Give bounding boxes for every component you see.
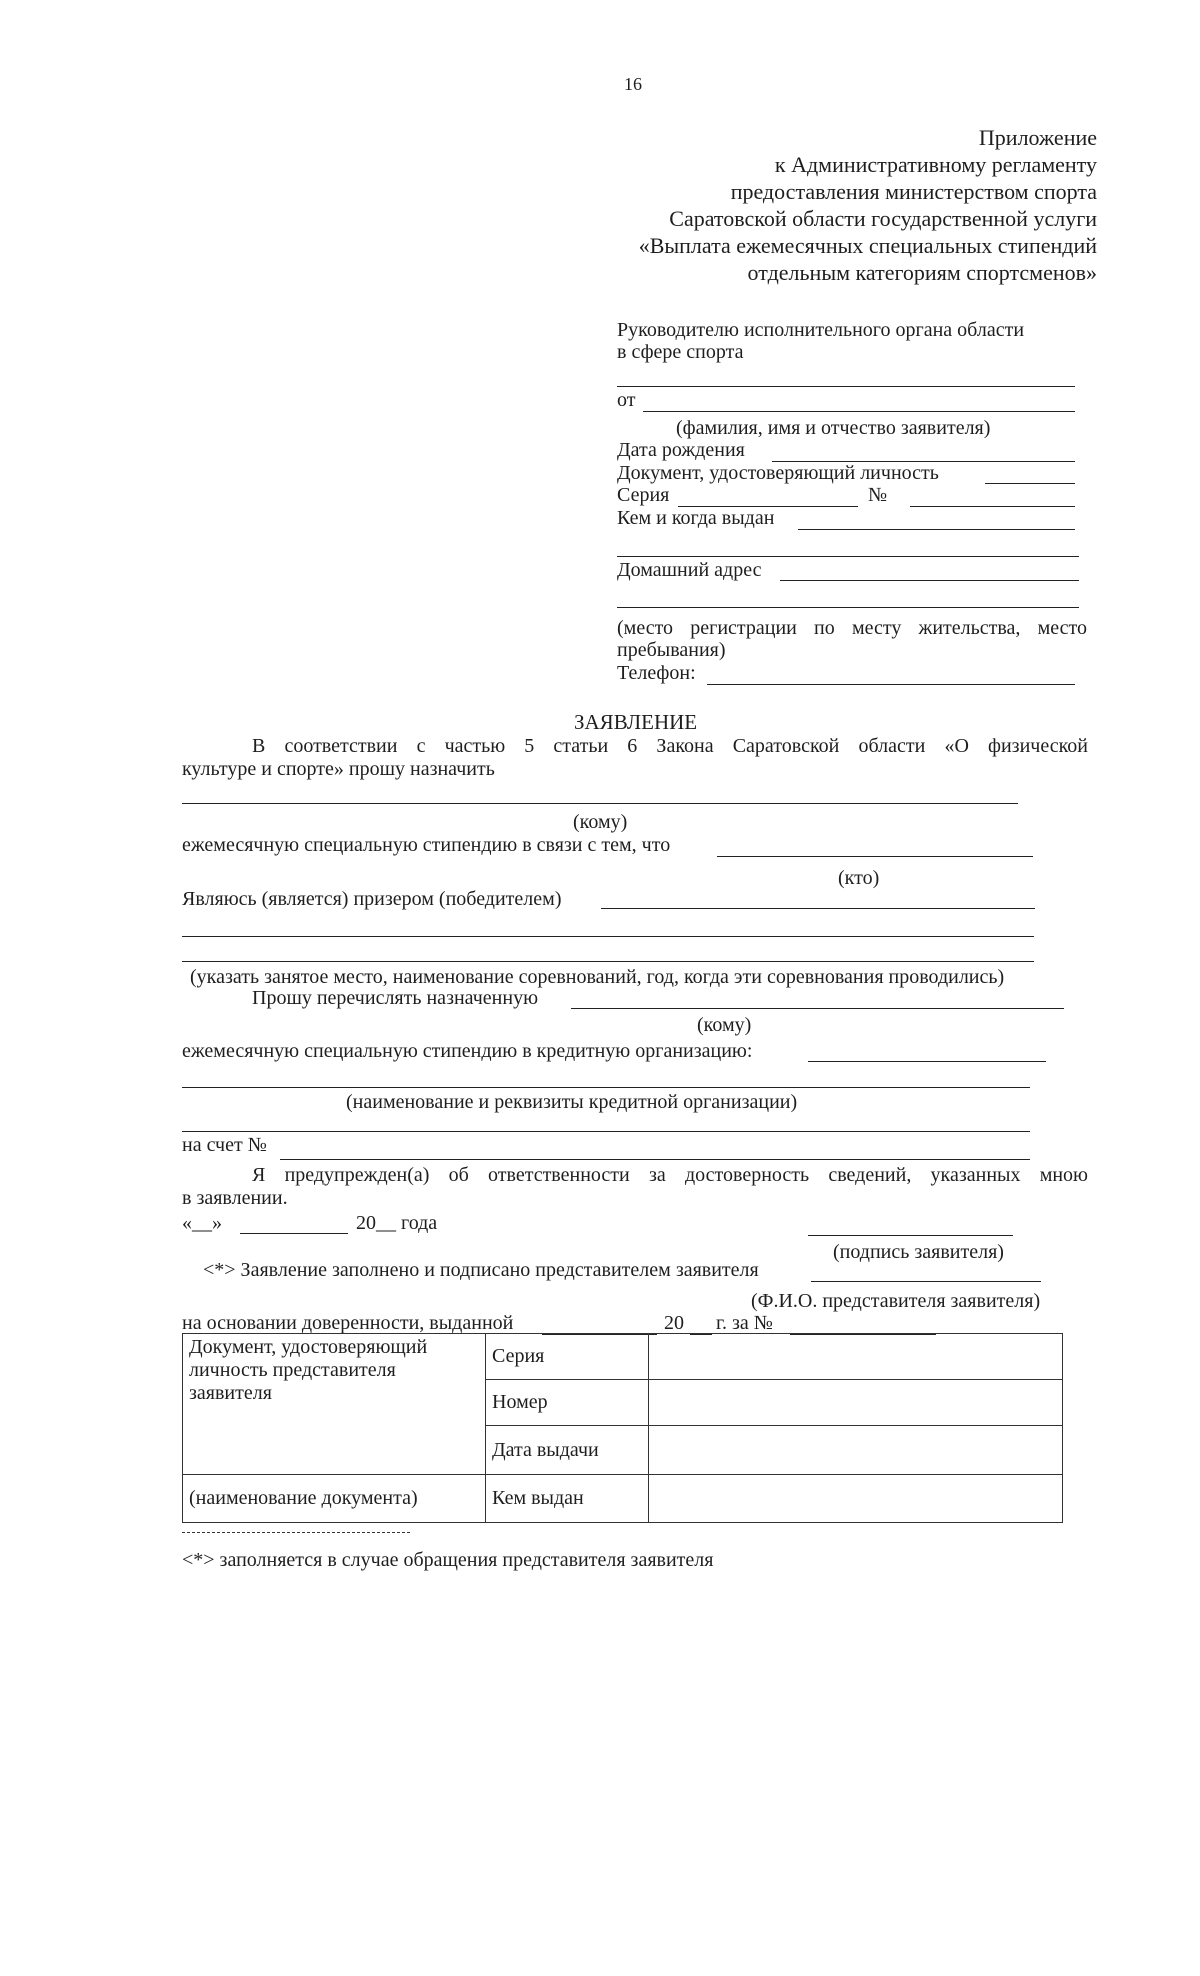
series-cell — [486, 1334, 649, 1380]
header-line: Саратовской области государственной услуги — [669, 206, 1097, 231]
header-line: к Административному регламенту — [774, 152, 1097, 177]
series-label: Серия — [617, 484, 670, 506]
series-value-cell[interactable] — [649, 1334, 1063, 1380]
addressee-line-1: Руководителю исполнительного органа области — [617, 319, 1025, 341]
address-hint-1: (место регистрации по месту жительства, место — [617, 617, 1087, 639]
credit-org-line-2[interactable] — [182, 1087, 1030, 1088]
poa-year: 20 — [664, 1312, 684, 1334]
date-year: 20__ года — [356, 1212, 438, 1234]
statement-para1-line1: В соответствии с частью 5 статьи 6 Закона Саратовской области «О физической — [252, 735, 1088, 757]
doc-label: Документ, удостоверяющий личность представителя заявителя — [189, 1336, 428, 1404]
stipend-reason-line[interactable] — [717, 856, 1033, 857]
header-line: предоставления министерством спорта — [730, 179, 1097, 204]
competition-hint: (указать занятое место, наименование соревнований, год, когда эти соревнования проводились) — [190, 966, 1005, 988]
account-label: на счет № — [182, 1134, 267, 1156]
home-address-line-2[interactable] — [617, 607, 1079, 608]
address-hint-2: пребывания) — [617, 639, 726, 661]
header-line: Приложение — [978, 125, 1097, 150]
home-address-line[interactable] — [780, 580, 1079, 581]
credit-org-line[interactable] — [808, 1061, 1046, 1062]
stipend-reason-label: ежемесячную специальную стипендию в связи с тем, что — [182, 834, 671, 856]
winner-line-2[interactable] — [182, 936, 1034, 937]
id-document-label: Документ, удостоверяющий личность — [617, 462, 939, 484]
applicant-name-line[interactable] — [643, 411, 1075, 412]
issue-date-cell — [486, 1426, 649, 1474]
issue-date-value-cell[interactable] — [649, 1426, 1063, 1474]
representative-name-hint: (Ф.И.О. представителя заявителя) — [751, 1290, 1041, 1312]
transfer-label: Прошу перечислять назначенную — [252, 987, 539, 1009]
issued-by-line[interactable] — [798, 529, 1075, 530]
credit-org-label: ежемесячную специальную стипендию в кредитную организацию: — [182, 1040, 753, 1062]
winner-line[interactable] — [601, 908, 1035, 909]
header-line: отдельным категориям спортсменов» — [747, 260, 1097, 285]
number-value-cell[interactable] — [649, 1380, 1063, 1426]
header-line: «Выплата ежемесячных специальных стипендий — [638, 233, 1097, 258]
representative-name-line[interactable] — [811, 1281, 1041, 1282]
number-label: № — [868, 484, 888, 506]
page-number: 16 — [624, 74, 642, 94]
warning-line-2: в заявлении. — [182, 1187, 288, 1209]
date-day: «__» — [182, 1212, 222, 1234]
statement-para1-line2: культуре и спорте» прошу назначить — [182, 758, 495, 780]
date-month-line[interactable] — [240, 1233, 348, 1234]
addressee-line-2: в сфере спорта — [617, 341, 744, 363]
issue-date-row-label: Дата выдачи — [492, 1438, 599, 1461]
representative-document-table — [182, 1333, 1063, 1523]
whom-hint: (кому) — [573, 811, 628, 833]
doc-label-cell — [183, 1334, 486, 1475]
birth-date-label: Дата рождения — [617, 439, 745, 461]
who-hint: (кто) — [838, 867, 880, 889]
statement-title: ЗАЯВЛЕНИЕ — [574, 710, 698, 734]
representative-line: <*> Заявление заполнено и подписано представителем заявителя — [203, 1259, 759, 1281]
number-line[interactable] — [910, 506, 1075, 507]
transfer-line[interactable] — [571, 1008, 1064, 1009]
issued-by-line-2[interactable] — [617, 556, 1079, 557]
series-row-label: Серия — [492, 1345, 545, 1368]
warning-line-1: Я предупрежден(а) об ответственности за достоверность сведений, указанных мною — [252, 1164, 1088, 1186]
account-line-1[interactable] — [182, 1131, 1030, 1132]
footnote: <*> заполняется в случае обращения представителя заявителя — [182, 1549, 714, 1571]
winner-label: Являюсь (является) призером (победителем) — [182, 888, 562, 910]
account-number-line[interactable] — [280, 1159, 1030, 1160]
signature-line[interactable] — [808, 1235, 1013, 1236]
whom-line[interactable] — [182, 803, 1018, 804]
signature-hint: (подпись заявителя) — [833, 1241, 1004, 1263]
credit-org-hint: (наименование и реквизиты кредитной организации) — [346, 1091, 798, 1113]
issued-by-value-cell[interactable] — [649, 1474, 1063, 1522]
power-of-attorney-label: на основании доверенности, выданной — [182, 1312, 514, 1334]
from-label: от — [617, 389, 636, 411]
winner-line-3[interactable] — [182, 961, 1034, 962]
issued-by-row-label: Кем выдан — [492, 1486, 584, 1509]
whom-hint-2: (кому) — [697, 1014, 752, 1036]
footnote-separator — [182, 1532, 410, 1533]
poa-number-label: г. за № — [716, 1312, 773, 1334]
home-address-label: Домашний адрес — [617, 559, 762, 581]
phone-label: Телефон: — [617, 662, 696, 684]
id-document-line[interactable] — [985, 483, 1075, 484]
number-cell — [486, 1380, 649, 1426]
addressee-blank-line[interactable] — [617, 386, 1075, 387]
phone-line[interactable] — [707, 684, 1075, 685]
name-hint: (фамилия, имя и отчество заявителя) — [676, 417, 991, 439]
doc-name-hint-cell — [183, 1474, 486, 1522]
issued-by-label: Кем и когда выдан — [617, 507, 775, 529]
number-row-label: Номер — [492, 1391, 548, 1414]
issued-by-cell — [486, 1474, 649, 1522]
doc-name-hint: (наименование документа) — [189, 1486, 418, 1509]
